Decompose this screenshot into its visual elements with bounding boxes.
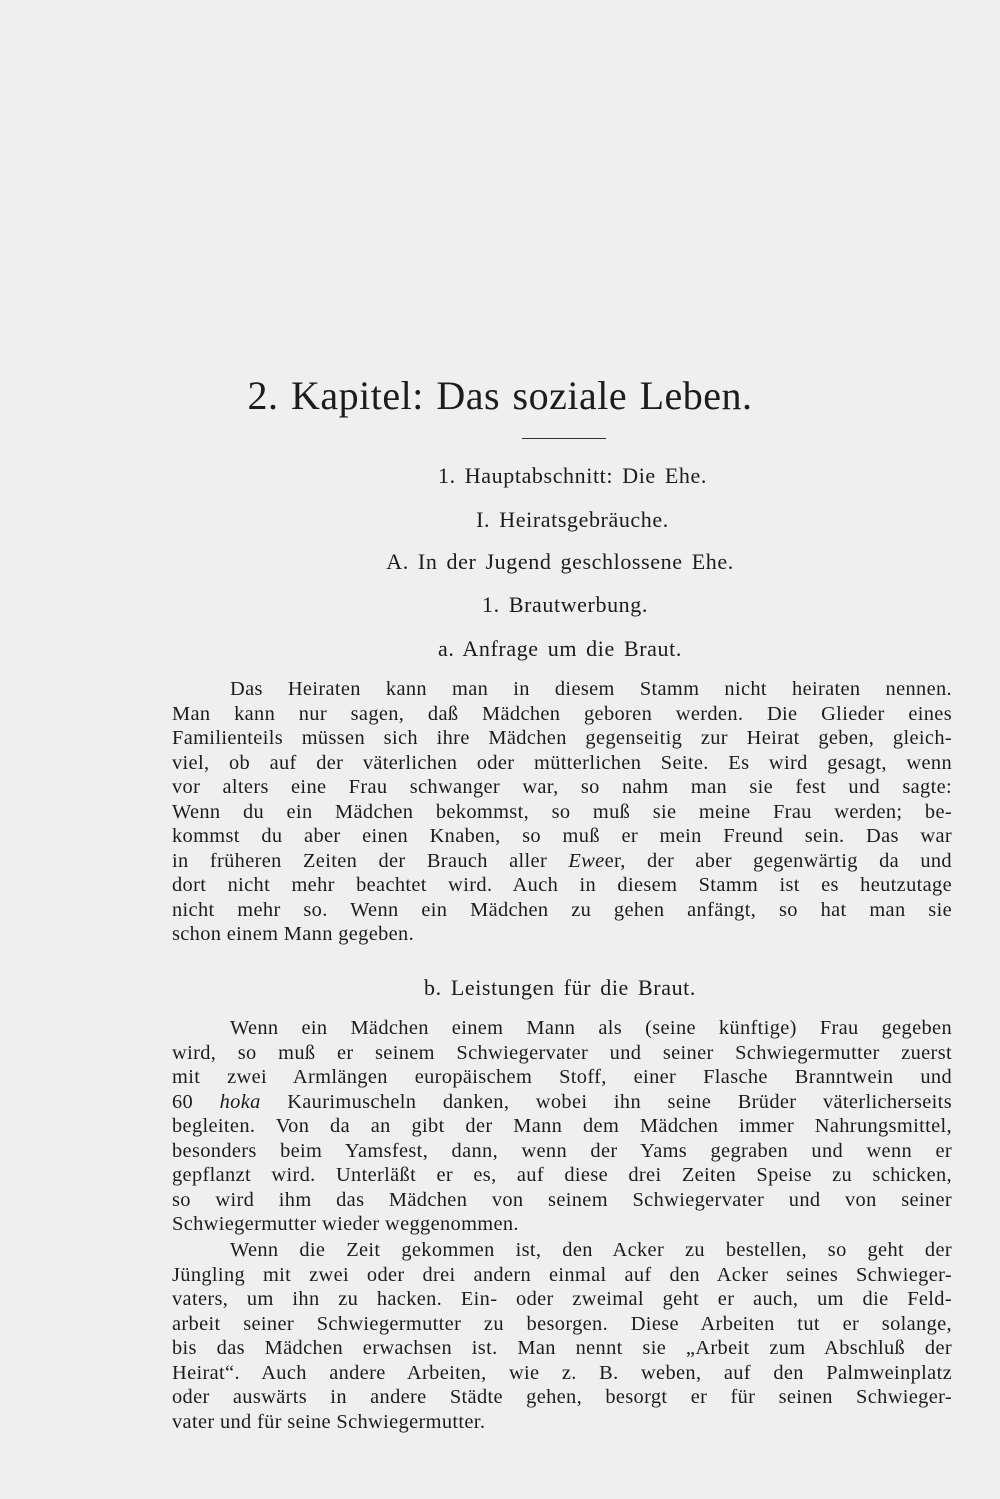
section-heading-inquiry: a. Anfrage um die Braut. xyxy=(438,636,682,661)
text-line: Man kann nur sagen, daß Mädchen geboren werden. Die Glieder eines xyxy=(172,702,952,725)
title-divider xyxy=(522,438,606,439)
section-heading-youth-marriage: A. In der Jugend geschlossene Ehe. xyxy=(386,549,734,574)
italic-term: hoka xyxy=(219,1090,261,1113)
text-line: vaters, um ihn zu hacken. Ein- oder zweimal geht er auch, um die Feld- xyxy=(172,1288,952,1310)
paragraph-inquiry xyxy=(172,677,952,947)
text-segment: er, der aber gegenwärtig da und xyxy=(604,849,952,872)
text-line: besonders beim Yamsfest, dann, wenn der Yams gegraben und wenn er xyxy=(172,1139,952,1162)
section-heading-courtship: 1. Brautwerbung. xyxy=(482,592,648,617)
section-heading-payments: b. Leistungen für die Braut. xyxy=(424,975,696,1000)
text-line: Wenn die Zeit gekommen ist, den Acker zu bestellen, so geht der xyxy=(230,1239,952,1261)
text-line: gepflanzt wird. Unterläßt er es, auf diese drei Zeiten Speise zu schicken, xyxy=(172,1164,952,1186)
text-line: begleiten. Von da an gibt der Mann dem Mädchen immer Nahrungsmittel, xyxy=(172,1115,952,1137)
text-line: Familienteils müssen sich ihre Mädchen gegenseitig zur Heirat geben, gleich- xyxy=(172,727,952,749)
text-line: vor alters eine Frau schwanger war, so nahm man sie fest und sagte: xyxy=(172,776,952,798)
paragraph-payments xyxy=(172,1016,952,1237)
section-heading-main: 1. Hauptabschnitt: Die Ehe. xyxy=(438,463,707,488)
text-line: arbeit seiner Schwiegermutter zu besorgen. Diese Arbeiten tut er solange, xyxy=(172,1312,952,1335)
text-line: Wenn du ein Mädchen bekommst, so muß sie meine Frau werden; be- xyxy=(172,800,952,823)
text-line: dort nicht mehr beachtet wird. Auch in diesem Stamm ist es heutzutage xyxy=(172,874,952,896)
text-segment: Kaurimuscheln danken, wobei ihn seine Brüder väterlicherseits xyxy=(287,1090,952,1113)
text-line: viel, ob auf der väterlichen oder mütterlichen Seite. Es wird gesagt, wenn xyxy=(172,751,952,774)
text-line xyxy=(172,1090,952,1115)
text-line xyxy=(172,849,952,874)
text-line: Schwiegermutter wieder weggenommen. xyxy=(172,1213,519,1235)
text-line: Heirat“. Auch andere Arbeiten, wie z. B. weben, auf den Palmweinplatz xyxy=(172,1361,952,1384)
section-heading-customs: I. Heiratsgebräuche. xyxy=(476,507,669,532)
text-line: kommst du aber einen Knaben, so muß er mein Freund sein. Das war xyxy=(172,825,952,847)
text-line: wird, so muß er seinem Schwiegervater und seiner Schwiegermutter zuerst xyxy=(172,1041,952,1064)
text-line: Jüngling mit zwei oder drei andern einmal auf den Acker seines Schwieger- xyxy=(172,1263,952,1286)
text-line: oder auswärts in andere Städte gehen, besorgt er für seinen Schwieger- xyxy=(172,1386,952,1408)
text-line: Das Heiraten kann man in diesem Stamm nicht heiraten nennen. xyxy=(230,678,952,700)
text-segment: 60 xyxy=(172,1090,194,1113)
text-line: schon einem Mann gegeben. xyxy=(172,923,415,945)
chapter-title: 2. Kapitel: Das soziale Leben. xyxy=(247,373,753,418)
text-line: vater und für seine Schwiegermutter. xyxy=(172,1410,486,1433)
italic-term: Ewe xyxy=(568,849,605,872)
text-line: nicht mehr so. Wenn ein Mädchen zu gehen anfängt, so hat man sie xyxy=(172,898,952,921)
paragraph-labor xyxy=(172,1238,952,1434)
text-line: mit zwei Armlängen europäischem Stoff, einer Flasche Branntwein und xyxy=(172,1066,952,1088)
text-line: so wird ihm das Mädchen von seinem Schwiegervater und von seiner xyxy=(172,1188,952,1211)
text-line: Wenn ein Mädchen einem Mann als (seine künftige) Frau gegeben xyxy=(230,1017,952,1039)
text-segment: in früheren Zeiten der Brauch aller xyxy=(172,849,548,872)
text-line: bis das Mädchen erwachsen ist. Man nennt sie „Arbeit zum Abschluß der xyxy=(172,1337,952,1359)
